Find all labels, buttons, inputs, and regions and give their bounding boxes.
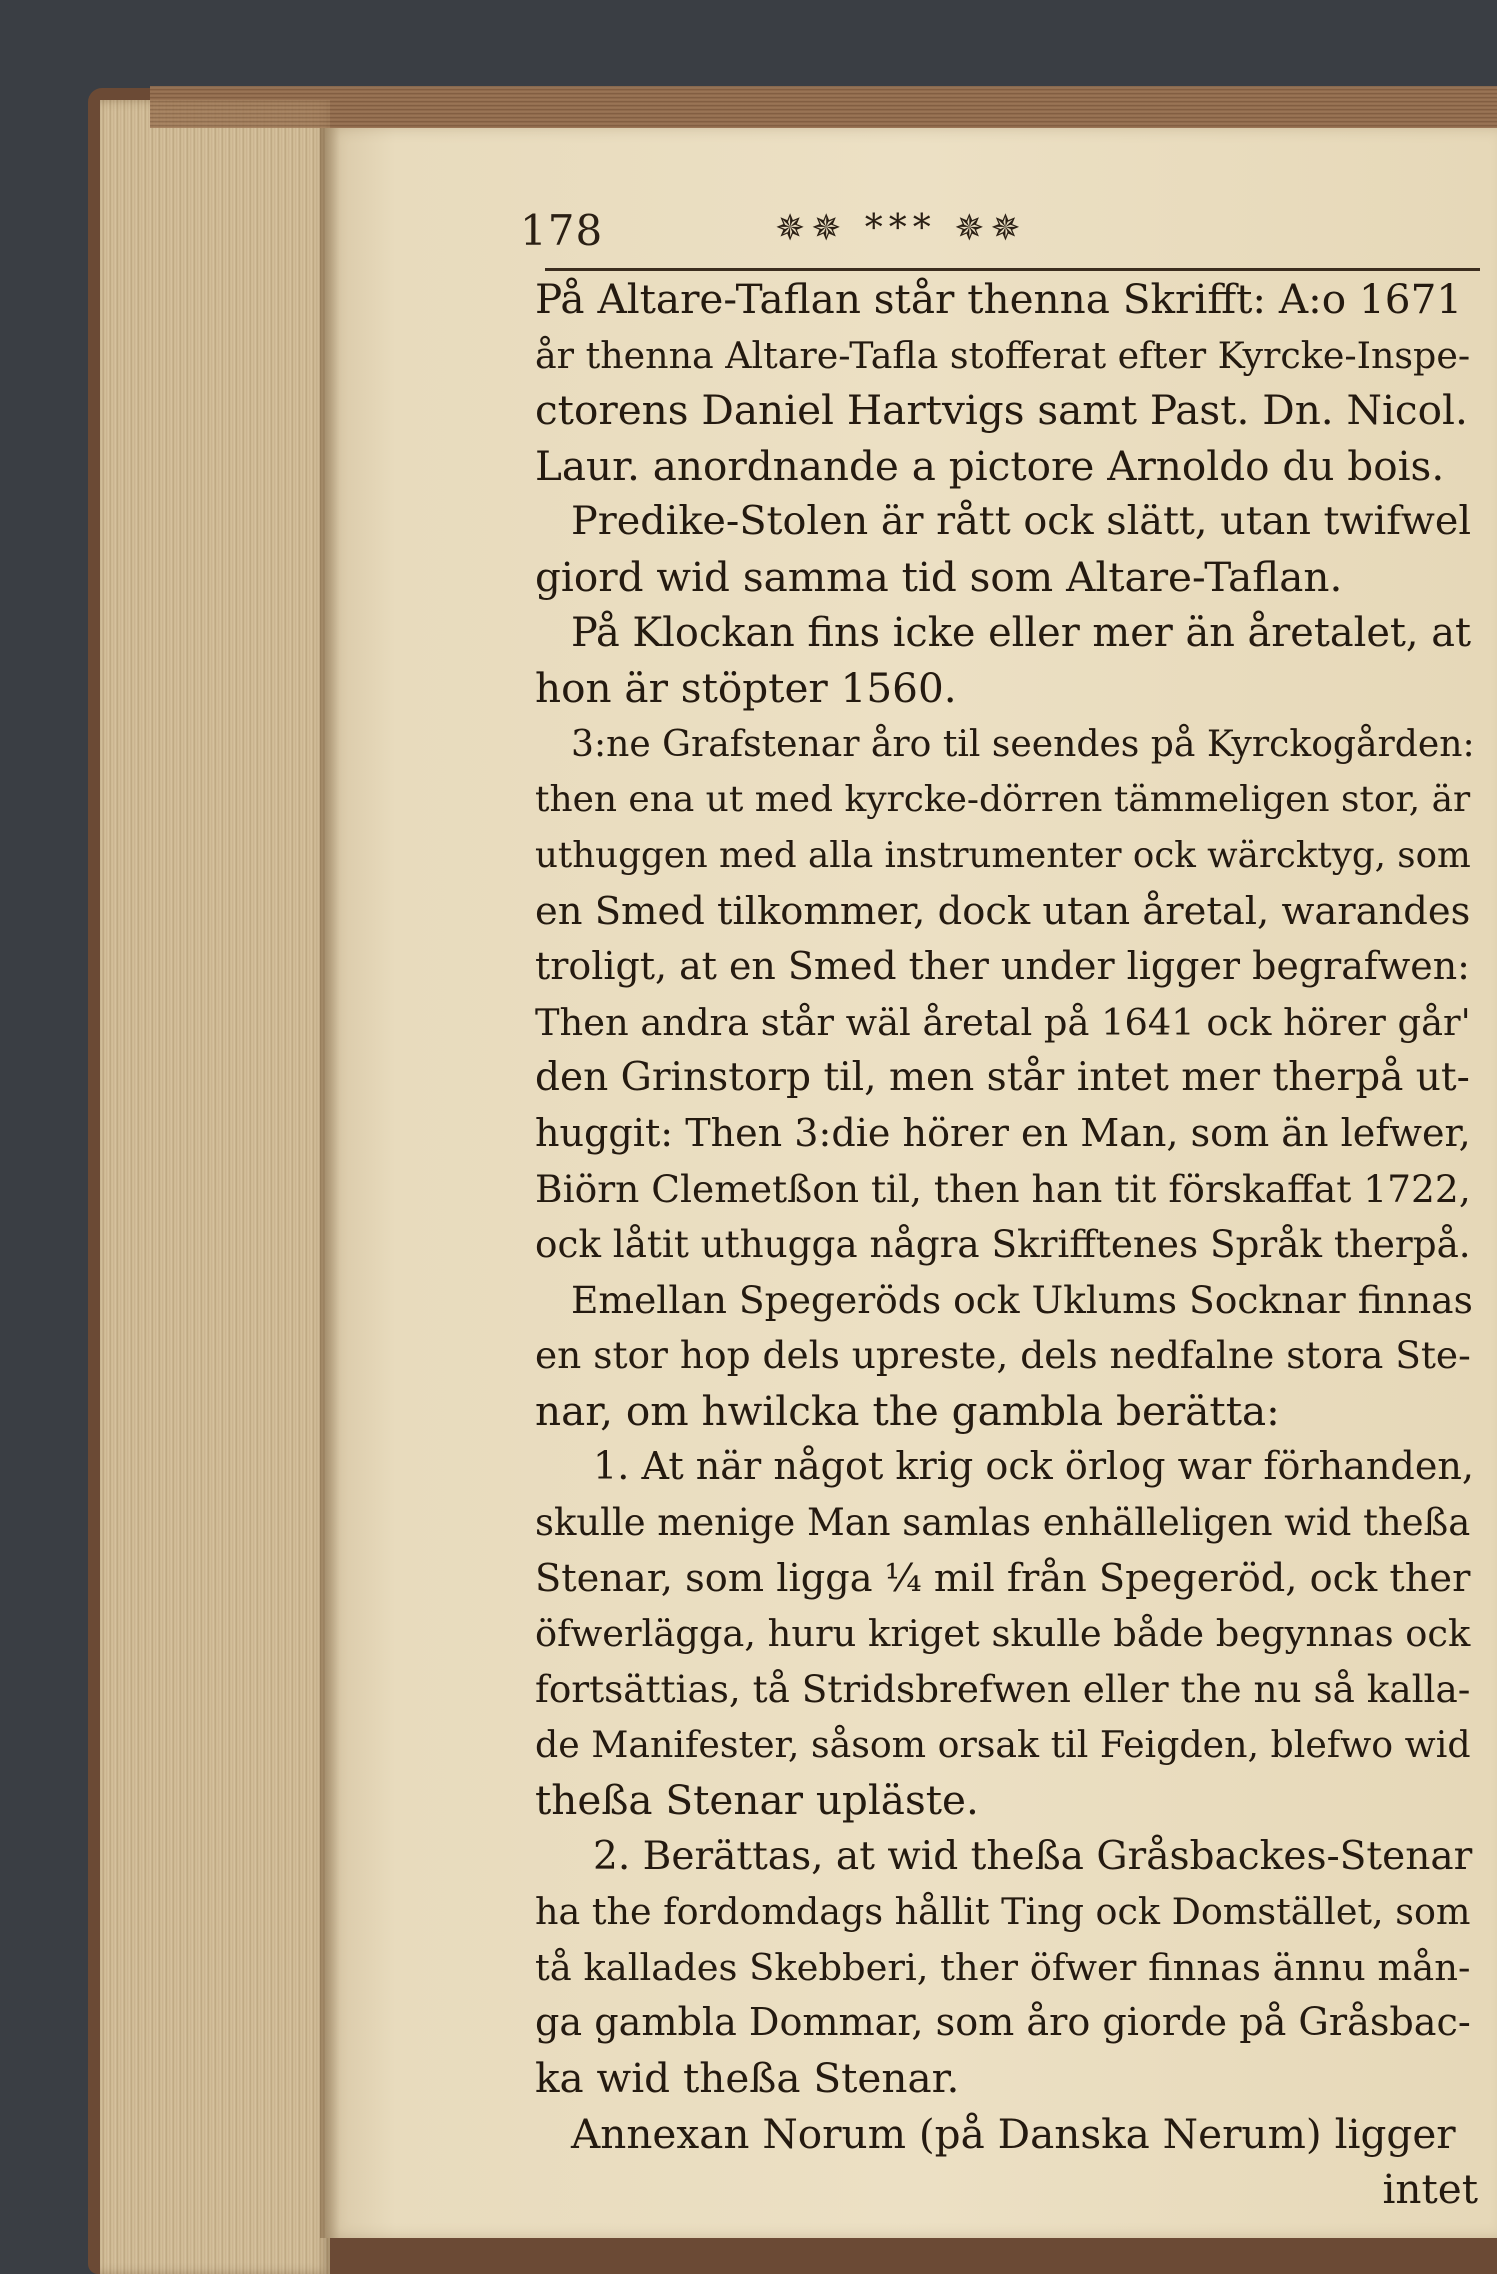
text-line: Biörn Clemetßon til, then han tit förskaffat 1722, bbox=[535, 1166, 1471, 1211]
text-line: 2. Berättas, at wid theßa Gråsbackes-Stenar bbox=[593, 1833, 1473, 1879]
header-rule bbox=[545, 268, 1480, 271]
text-line: 1. At när något krig ock örlog war förhanden, bbox=[593, 1444, 1475, 1489]
text-line: skulle menige Man samlas enhälleligen wid theßa bbox=[535, 1501, 1471, 1545]
page-number: 178 bbox=[520, 206, 604, 255]
text-line: theßa Stenar upläste. bbox=[535, 1776, 979, 1825]
body-text bbox=[535, 272, 1480, 2218]
text-line: hon är stöpter 1560. bbox=[535, 664, 957, 713]
text-line: Annexan Norum (på Danska Nerum) ligger bbox=[571, 2109, 1456, 2158]
text-line: den Grinstorp til, men står intet mer therpå ut- bbox=[535, 1055, 1470, 1101]
text-line: år thenna Altare-Tafla stofferat efter Kyrcke-Inspe- bbox=[535, 333, 1471, 377]
text-line: then ena ut med kyrcke-dörren tämmeligen stor, är bbox=[535, 779, 1471, 821]
spine-shadow bbox=[320, 128, 340, 2238]
text-line: ock låtit uthugga några Skrifftenes Språk therpå. bbox=[535, 1222, 1471, 1267]
catchword: intet bbox=[1382, 2165, 1478, 2214]
text-line: nar, om hwilcka the gambla berätta: bbox=[535, 1386, 1280, 1435]
text-line: huggit: Then 3:die hörer en Man, som än lefwer, bbox=[535, 1110, 1471, 1155]
text-line: ctorens Daniel Hartvigs samt Past. Dn. Nicol. bbox=[535, 386, 1468, 435]
text-line: På Altare-Taflan står thenna Skrifft: A:o 1671 bbox=[535, 275, 1463, 323]
text-line: öfwerlägga, huru kriget skulle både begynnas ock bbox=[535, 1612, 1471, 1656]
text-line: Then andra står wäl åretal på 1641 ock hörer går' bbox=[535, 1000, 1471, 1044]
page-edges-top bbox=[150, 86, 1497, 128]
header-ornament: ✵✵ *** ✵✵ bbox=[775, 208, 1027, 249]
text-line: en stor hop dels upreste, dels nedfalne stora Ste- bbox=[535, 1333, 1471, 1378]
text-line: ga gambla Dommar, som åro giorde på Gråsbac- bbox=[535, 2000, 1471, 2045]
page-header bbox=[520, 206, 1480, 276]
text-line: 3:ne Grafstenar åro til seendes på Kyrckogården: bbox=[571, 722, 1475, 765]
text-line: fortsättias, tå Stridsbrefwen eller the nu så kalla- bbox=[535, 1666, 1471, 1711]
text-line: troligt, at en Smed ther under ligger begrafwen: bbox=[535, 944, 1470, 989]
text-line: Stenar, som ligga ¼ mil från Spegeröd, ock ther bbox=[535, 1555, 1471, 1601]
text-line: tå kallades Skebberi, ther öfwer finnas ännu mån- bbox=[535, 1945, 1471, 1989]
page-edges-left bbox=[100, 100, 330, 2274]
text-line: uthuggen med alla instrumenter ock wärcktyg, som bbox=[535, 834, 1471, 876]
text-line: Laur. anordnande a pictore Arnoldo du bois. bbox=[535, 441, 1445, 490]
text-line: På Klockan fins icke eller mer än åretalet, at bbox=[571, 609, 1472, 656]
text-line: de Manifester, såsom orsak til Feigden, blefwo wid bbox=[535, 1723, 1471, 1767]
text-line: giord wid samma tid som Altare-Taflan. bbox=[535, 552, 1343, 601]
text-line: Emellan Spegeröds ock Uklums Socknar finnas bbox=[571, 1277, 1473, 1322]
text-line: ha the fordomdags hållit Ting ock Domstället, som bbox=[535, 1890, 1471, 1934]
text-line: en Smed tilkommer, dock utan åretal, warandes bbox=[535, 888, 1471, 934]
text-line: Predike-Stolen är rått ock slätt, utan twifwel bbox=[571, 498, 1472, 545]
text-line: ka wid theßa Stenar. bbox=[535, 2054, 960, 2102]
